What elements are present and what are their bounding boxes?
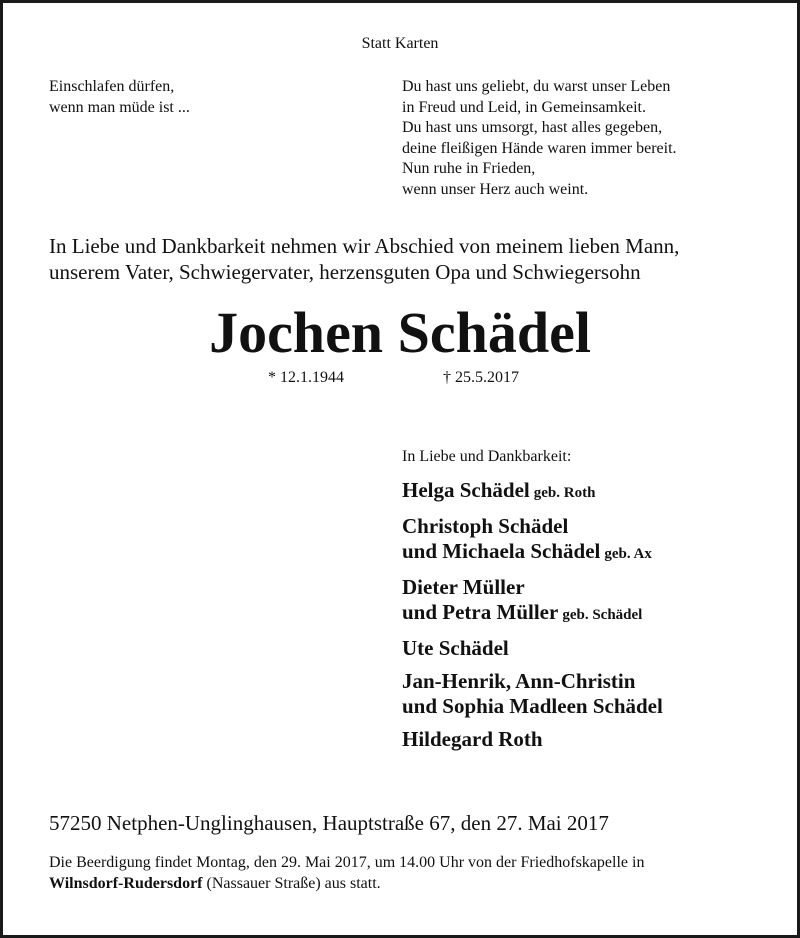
mourner-nee: geb. Schädel bbox=[562, 607, 643, 623]
poem-right-line: Du hast uns geliebt, du warst unser Leben bbox=[402, 78, 671, 95]
mourner-name: Christoph Schädel bbox=[402, 514, 569, 538]
mourner-name: und Michaela Schädel bbox=[402, 539, 601, 563]
mourner-name: Dieter Müller bbox=[402, 575, 525, 599]
mourner-name: Ute Schädel bbox=[402, 636, 509, 660]
mourner-group bbox=[402, 575, 663, 628]
death-date: † 25.5.2017 bbox=[443, 369, 519, 386]
birth-date: * 12.1.1944 bbox=[268, 369, 344, 386]
mourner-name: und Petra Müller bbox=[402, 600, 559, 624]
poem-right-line: Nun ruhe in Frieden, bbox=[402, 160, 536, 177]
mourner-line bbox=[402, 636, 663, 661]
mourner-line bbox=[402, 694, 663, 719]
intro-text bbox=[49, 233, 679, 285]
poem-left bbox=[49, 77, 190, 118]
poem-right-line: deine fleißigen Hände waren immer bereit. bbox=[402, 139, 677, 157]
mourner-name: Jan-Henrik, Ann-Christin bbox=[402, 669, 636, 693]
mourner-nee: geb. Roth bbox=[533, 485, 596, 501]
mourner-group bbox=[402, 478, 663, 506]
poem-right-line: Du hast uns umsorgt, hast alles gegeben, bbox=[402, 119, 663, 136]
poem-right bbox=[402, 77, 677, 200]
mourner-group bbox=[402, 669, 663, 719]
poem-right-line: wenn unser Herz auch weint. bbox=[402, 180, 589, 198]
mourners-heading: In Liebe und Dankbarkeit: bbox=[402, 448, 572, 465]
mourner-group bbox=[402, 727, 663, 752]
deceased-name: Jochen Schädel bbox=[209, 300, 591, 365]
poem-right-line: in Freud und Leid, in Gemeinsamkeit. bbox=[402, 98, 646, 116]
mourner-line bbox=[402, 727, 663, 752]
funeral-place: Wilnsdorf-Rudersdorf bbox=[49, 875, 203, 892]
mourner-name: und Sophia Madleen Schädel bbox=[402, 694, 663, 718]
mourner-group bbox=[402, 636, 663, 661]
mourner-line bbox=[402, 600, 663, 628]
mourner-line bbox=[402, 539, 663, 567]
mourners-list bbox=[402, 446, 663, 760]
funeral-line bbox=[49, 873, 644, 894]
poem-left-line: Einschlafen dürfen, bbox=[49, 78, 175, 95]
mourner-line bbox=[402, 575, 663, 600]
mourner-line bbox=[402, 514, 663, 539]
mourner-nee: geb. Ax bbox=[604, 546, 652, 562]
mourner-line bbox=[402, 478, 663, 506]
intro-line: unserem Vater, Schwiegervater, herzensguten Opa und Schwiegersohn bbox=[49, 260, 641, 284]
funeral-info bbox=[49, 852, 644, 894]
mourner-name: Helga Schädel bbox=[402, 478, 530, 502]
poem-left-line: wenn man müde ist ... bbox=[49, 98, 190, 116]
funeral-rest: (Nassauer Straße) aus statt. bbox=[202, 875, 381, 892]
header-statt-karten: Statt Karten bbox=[361, 35, 439, 52]
funeral-line: Die Beerdigung findet Montag, den 29. Mai 2017, um 14.00 Uhr von der Friedhofskapelle in bbox=[49, 854, 645, 871]
mourner-line bbox=[402, 669, 663, 694]
intro-line: In Liebe und Dankbarkeit nehmen wir Abschied von meinem lieben Mann, bbox=[49, 234, 680, 258]
mourner-group bbox=[402, 514, 663, 567]
address-line: 57250 Netphen-Unglinghausen, Hauptstraße 67, den 27. Mai 2017 bbox=[49, 811, 609, 835]
mourner-name: Hildegard Roth bbox=[402, 727, 543, 751]
